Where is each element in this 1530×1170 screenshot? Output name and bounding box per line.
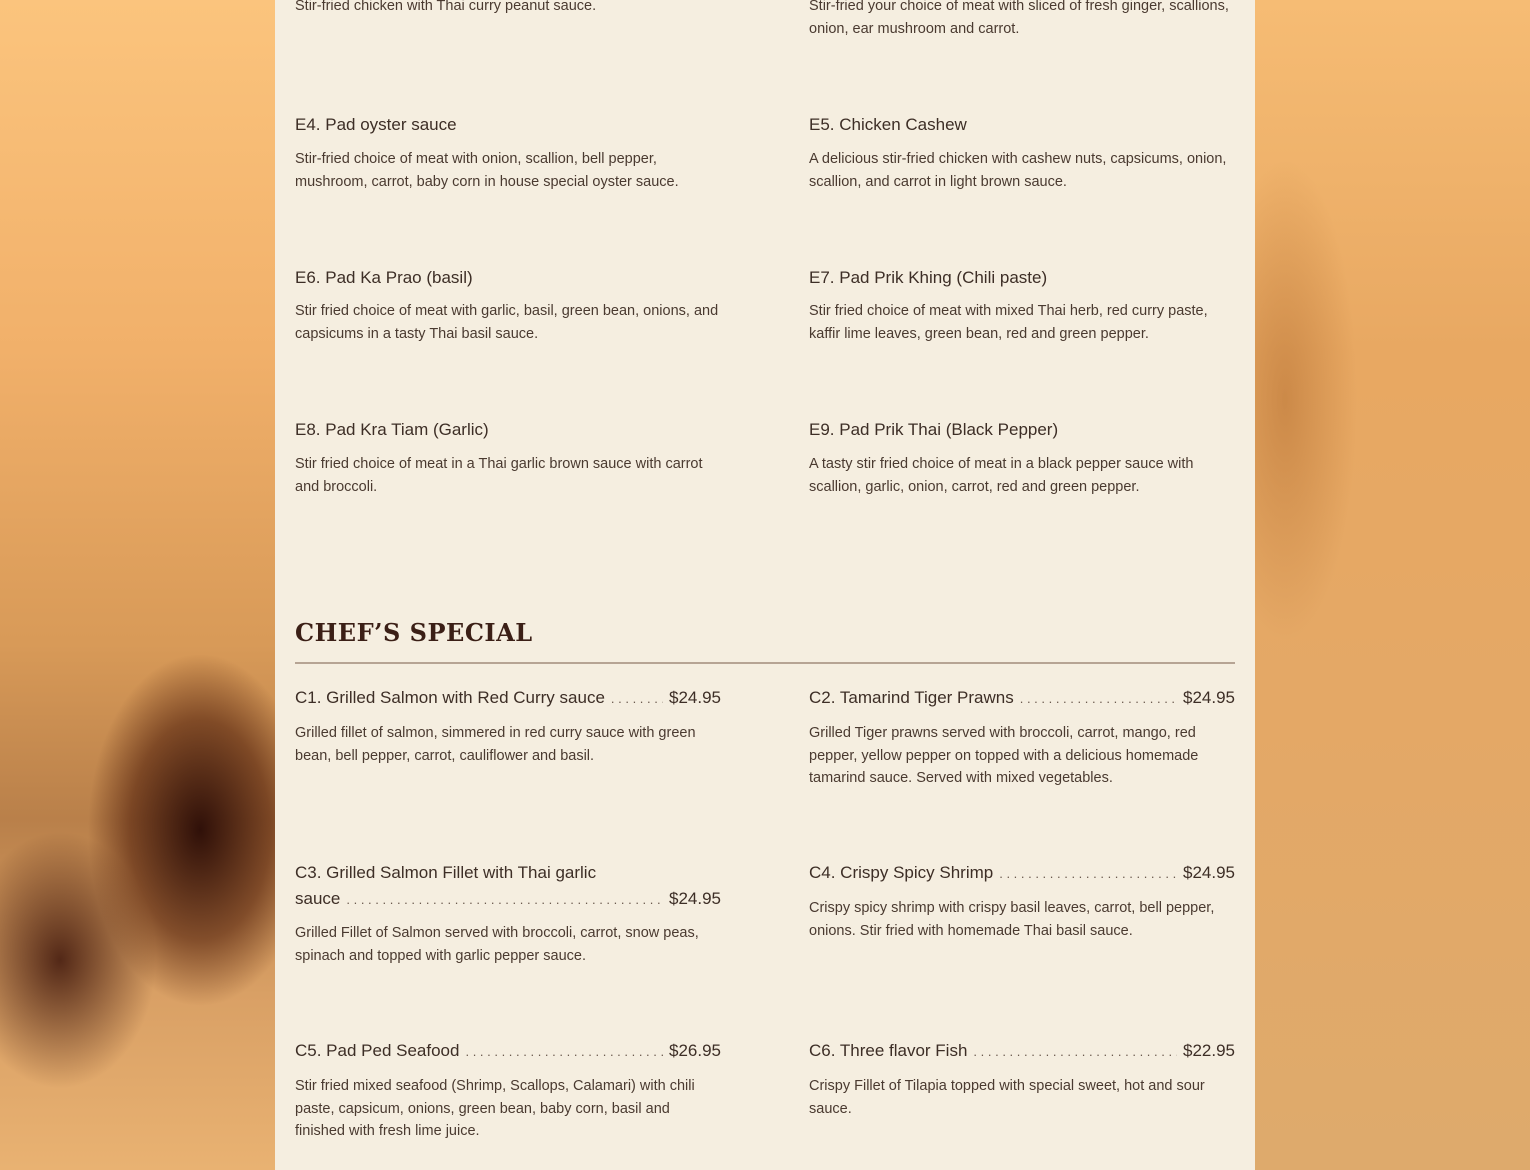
menu-item-c4 (809, 860, 1235, 942)
dot-leader (611, 686, 663, 712)
item-header (809, 860, 1235, 887)
item-description: Stir-fried choice of meat with onion, scallion, bell pepper, mushroom, carrot, baby corn in house special oyster sauce. (295, 151, 679, 190)
item-description: A delicious stir-fried chicken with cashew nuts, capsicums, onion, scallion, and carrot in light brown sauce. (809, 151, 1227, 190)
menu-item-e6 (295, 265, 721, 345)
item-name-line1: C3. Grilled Salmon Fillet with Thai garlic (295, 863, 597, 882)
item-name: C6. Three flavor Fish (809, 1041, 968, 1060)
item-name: E5. Chicken Cashew (809, 115, 967, 134)
item-name: C5. Pad Ped Seafood (295, 1041, 460, 1060)
item-price: $26.95 (669, 1041, 721, 1060)
menu-item-e3 (809, 0, 1235, 40)
item-description: Stir fried choice of meat with mixed Thai herb, red curry paste, kaffir lime leaves, green bean, red and green pepper. (809, 303, 1208, 342)
background-left (0, 0, 275, 1170)
item-description: Stir-fried chicken with Thai curry peanut sauce. (295, 0, 597, 14)
dot-leader (999, 861, 1177, 887)
item-name: C4. Crispy Spicy Shrimp (809, 863, 994, 882)
menu-item-c2 (809, 685, 1235, 790)
section-title-chefs-special: CHEF’S SPECIAL (295, 618, 533, 647)
menu-item-c3 (295, 860, 721, 967)
item-description: Grilled fillet of salmon, simmered in red curry sauce with green bean, bell pepper, carrot, cauliflower and basil. (295, 725, 696, 764)
menu-item-c6 (809, 1038, 1235, 1120)
item-description: Crispy Fillet of Tilapia topped with special sweet, hot and sour sauce. (809, 1078, 1205, 1117)
item-name: C1. Grilled Salmon with Red Curry sauce (295, 688, 605, 707)
item-description: Stir fried choice of meat with garlic, basil, green bean, onions, and capsicums in a tasty Thai basil sauce. (295, 303, 719, 342)
menu-item-e5 (809, 112, 1235, 193)
item-price: $24.95 (1183, 688, 1235, 707)
item-name: E6. Pad Ka Prao (basil) (295, 268, 473, 287)
item-header (295, 886, 721, 913)
item-name: E8. Pad Kra Tiam (Garlic) (295, 420, 489, 439)
item-description: Stir fried mixed seafood (Shrimp, Scallops, Calamari) with chili paste, capsicum, onions, green bean, baby corn, basil and finished with fresh lime juice. (295, 1078, 695, 1139)
item-name: E7. Pad Prik Khing (Chili paste) (809, 268, 1048, 287)
menu-item-c5 (295, 1038, 721, 1143)
item-description: Crispy spicy shrimp with crispy basil leaves, carrot, bell pepper, onions. Stir fried with homemade Thai basil sauce. (809, 900, 1215, 939)
menu-item-e7 (809, 265, 1235, 345)
item-name: E4. Pad oyster sauce (295, 115, 457, 134)
section-divider (295, 662, 1235, 664)
menu-item-e8 (295, 417, 721, 498)
item-name: C2. Tamarind Tiger Prawns (809, 688, 1014, 707)
menu-item-e2 (295, 0, 721, 18)
item-price: $22.95 (1183, 1041, 1235, 1060)
item-description: Grilled Tiger prawns served with broccoli, carrot, mango, red pepper, yellow pepper on topped with a delicious homemade tamarind sauce. Served with mixed vegetables. (809, 725, 1199, 786)
menu-item-e9 (809, 417, 1235, 498)
item-price: $24.95 (669, 688, 721, 707)
item-header (809, 1038, 1235, 1065)
item-description: Grilled Fillet of Salmon served with broccoli, carrot, snow peas, spinach and topped with garlic pepper sauce. (295, 925, 699, 964)
item-header (295, 1038, 721, 1065)
item-name-line2: sauce (295, 889, 341, 908)
item-name: E9. Pad Prik Thai (Black Pepper) (809, 420, 1059, 439)
dot-leader (346, 887, 663, 913)
menu-item-e4 (295, 112, 721, 193)
background-right (1255, 0, 1530, 1170)
dot-leader (973, 1039, 1177, 1065)
dot-leader (465, 1039, 663, 1065)
item-description: Stir fried choice of meat in a Thai garlic brown sauce with carrot and broccoli. (295, 456, 703, 495)
item-header (295, 685, 721, 712)
item-price: $24.95 (1183, 863, 1235, 882)
menu-item-c1 (295, 685, 721, 767)
dot-leader (1020, 686, 1177, 712)
item-price: $24.95 (669, 889, 721, 908)
item-description: A tasty stir fried choice of meat in a black pepper sauce with scallion, garlic, onion, carrot, red and green pepper. (809, 456, 1194, 495)
item-description: Stir-fried your choice of meat with sliced of fresh ginger, scallions, onion, ear mushroom and carrot. (809, 0, 1229, 37)
item-header (809, 685, 1235, 712)
